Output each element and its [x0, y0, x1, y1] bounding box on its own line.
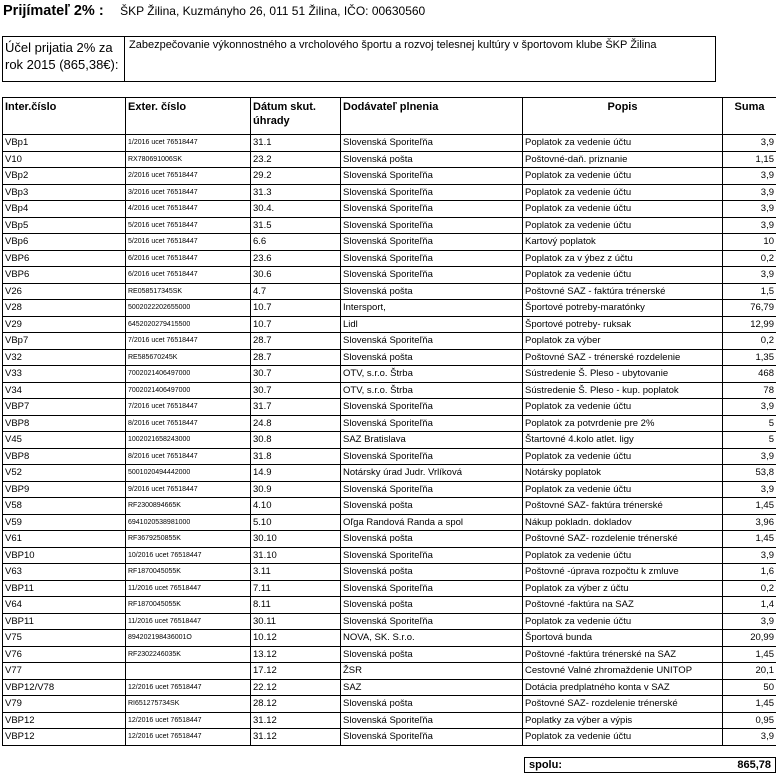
- external-number-cell: 1002021658243000: [126, 432, 251, 449]
- external-number-cell: RI651275734SK: [126, 696, 251, 713]
- payment-date-cell: 24.8: [251, 415, 341, 432]
- description-cell: Poplatok za vedenie účtu: [523, 448, 723, 465]
- internal-number-cell: V34: [3, 382, 126, 399]
- description-cell: Štartovné 4.kolo atlet. ligy: [523, 432, 723, 449]
- payment-date-cell: 28.7: [251, 333, 341, 350]
- amount-cell: 1,45: [723, 498, 776, 515]
- description-cell: Poštovné SAZ - faktúra trénerské: [523, 283, 723, 300]
- table-row: [3, 283, 776, 300]
- external-number-cell: 6452020279415500: [126, 316, 251, 333]
- external-number-cell: 8/2016 ucet 76518447: [126, 448, 251, 465]
- internal-number-cell: VBP10: [3, 547, 126, 564]
- payment-date-cell: 23.6: [251, 250, 341, 267]
- description-cell: Poplatok za vedenie účtu: [523, 729, 723, 746]
- table-row: [3, 597, 776, 614]
- table-row: [3, 481, 776, 498]
- amount-cell: 20,99: [723, 630, 776, 647]
- supplier-cell: NOVA, SK. S.r.o.: [341, 630, 523, 647]
- payment-date-cell: 3.11: [251, 564, 341, 581]
- external-number-cell: 3/2016 ucet 76518447: [126, 184, 251, 201]
- internal-number-cell: VBP9: [3, 481, 126, 498]
- amount-cell: 468: [723, 366, 776, 383]
- supplier-cell: Slovenská Sporiteľňa: [341, 712, 523, 729]
- internal-number-cell: VBP12: [3, 729, 126, 746]
- table-row: [3, 432, 776, 449]
- supplier-cell: Slovenská pošta: [341, 646, 523, 663]
- external-number-cell: 8/2016 ucet 76518447: [126, 415, 251, 432]
- payment-date-cell: 30.4.: [251, 201, 341, 218]
- supplier-cell: Slovenská Sporiteľňa: [341, 217, 523, 234]
- internal-number-cell: V28: [3, 300, 126, 317]
- table-row: [3, 399, 776, 416]
- payment-date-cell: 14.9: [251, 465, 341, 482]
- internal-number-cell: VBP12/V78: [3, 679, 126, 696]
- amount-cell: 3,9: [723, 481, 776, 498]
- supplier-cell: Slovenská Sporiteľňa: [341, 184, 523, 201]
- supplier-cell: Slovenská pošta: [341, 349, 523, 366]
- payment-date-cell: 8.11: [251, 597, 341, 614]
- payment-date-cell: 17.12: [251, 663, 341, 680]
- external-number-cell: 894202198436001O: [126, 630, 251, 647]
- internal-number-cell: V59: [3, 514, 126, 531]
- table-row: [3, 333, 776, 350]
- internal-number-cell: VBP6: [3, 267, 126, 284]
- supplier-cell: Slovenská pošta: [341, 531, 523, 548]
- internal-number-cell: V61: [3, 531, 126, 548]
- recipient-info: ŠKP Žilina, Kuzmányho 26, 011 51 Žilina, IČO: 00630560: [120, 4, 426, 18]
- amount-cell: 12,99: [723, 316, 776, 333]
- amount-cell: 1,45: [723, 646, 776, 663]
- external-number-cell: 9/2016 ucet 76518447: [126, 481, 251, 498]
- amount-cell: 1,15: [723, 151, 776, 168]
- payment-date-cell: 29.2: [251, 168, 341, 185]
- external-number-cell: RX780691006SK: [126, 151, 251, 168]
- internal-number-cell: VBp6: [3, 234, 126, 251]
- purpose-text: Zabezpečovanie výkonnostného a vrcholového športu a rozvoj telesnej kultúry v športovom klube ŠKP Žilina: [129, 39, 657, 51]
- supplier-cell: Slovenská Sporiteľňa: [341, 729, 523, 746]
- table-row: [3, 349, 776, 366]
- table-row: [3, 580, 776, 597]
- payment-date-cell: 31.10: [251, 547, 341, 564]
- table-row: [3, 498, 776, 515]
- column-header-description: Popis: [523, 98, 723, 135]
- external-number-cell: 11/2016 ucet 76518447: [126, 580, 251, 597]
- description-cell: Cestovné Valné zhromaždenie UNITOP: [523, 663, 723, 680]
- description-cell: Poplatok za vedenie účtu: [523, 267, 723, 284]
- amount-cell: 50: [723, 679, 776, 696]
- external-number-cell: 12/2016 ucet 76518447: [126, 712, 251, 729]
- payment-date-cell: 10.7: [251, 316, 341, 333]
- column-header-external-number: Exter. číslo: [126, 98, 251, 135]
- payment-date-cell: 31.5: [251, 217, 341, 234]
- column-header-supplier: Dodávateľ plnenia: [341, 98, 523, 135]
- external-number-cell: 7/2016 ucet 76518447: [126, 333, 251, 350]
- table-row: [3, 679, 776, 696]
- description-cell: Poštovné SAZ- faktúra trénerské: [523, 498, 723, 515]
- amount-cell: 3,9: [723, 399, 776, 416]
- internal-number-cell: V10: [3, 151, 126, 168]
- internal-number-cell: VBP7: [3, 399, 126, 416]
- table-row: [3, 415, 776, 432]
- payment-date-cell: 23.2: [251, 151, 341, 168]
- amount-cell: 0,2: [723, 333, 776, 350]
- supplier-cell: Slovenská pošta: [341, 283, 523, 300]
- table-row: [3, 366, 776, 383]
- internal-number-cell: VBP11: [3, 580, 126, 597]
- payment-date-cell: 5.10: [251, 514, 341, 531]
- table-row: [3, 531, 776, 548]
- external-number-cell: 1/2016 ucet 76518447: [126, 135, 251, 152]
- payment-date-cell: 28.12: [251, 696, 341, 713]
- external-number-cell: RF1870045055K: [126, 564, 251, 581]
- supplier-cell: Lidl: [341, 316, 523, 333]
- supplier-cell: OTV, s.r.o. Štrba: [341, 382, 523, 399]
- supplier-cell: Slovenská Sporiteľňa: [341, 250, 523, 267]
- supplier-cell: Slovenská pošta: [341, 151, 523, 168]
- column-header-internal-number: Inter.číslo: [3, 98, 126, 135]
- internal-number-cell: V52: [3, 465, 126, 482]
- description-cell: Nákup pokladn. dokladov: [523, 514, 723, 531]
- supplier-cell: Slovenská Sporiteľňa: [341, 613, 523, 630]
- payment-date-cell: 31.1: [251, 135, 341, 152]
- internal-number-cell: V58: [3, 498, 126, 515]
- external-number-cell: 7002021406497000: [126, 382, 251, 399]
- internal-number-cell: VBP11: [3, 613, 126, 630]
- description-cell: Kartový poplatok: [523, 234, 723, 251]
- internal-number-cell: V26: [3, 283, 126, 300]
- external-number-cell: RF3679250855K: [126, 531, 251, 548]
- table-row: [3, 217, 776, 234]
- description-cell: Poplatok za vedenie účtu: [523, 201, 723, 218]
- amount-cell: 1,35: [723, 349, 776, 366]
- table-row: [3, 465, 776, 482]
- supplier-cell: Slovenská Sporiteľňa: [341, 415, 523, 432]
- payment-date-cell: 31.7: [251, 399, 341, 416]
- description-cell: Poplatok za výber z účtu: [523, 580, 723, 597]
- description-cell: Poplatok za vedenie účtu: [523, 135, 723, 152]
- internal-number-cell: V45: [3, 432, 126, 449]
- amount-cell: 3,9: [723, 184, 776, 201]
- table-row: [3, 564, 776, 581]
- external-number-cell: RF1870045055K: [126, 597, 251, 614]
- purpose-label: Účel prijatia 2% za rok 2015 (865,38€):: [3, 37, 125, 81]
- supplier-cell: Slovenská Sporiteľňa: [341, 234, 523, 251]
- table-row: [3, 234, 776, 251]
- table-row: [3, 382, 776, 399]
- description-cell: Poštovné -úprava rozpočtu k zmluve: [523, 564, 723, 581]
- payment-date-cell: 6.6: [251, 234, 341, 251]
- payment-date-cell: 22.12: [251, 679, 341, 696]
- amount-cell: 3,9: [723, 201, 776, 218]
- external-number-cell: 6941020538981000: [126, 514, 251, 531]
- description-cell: Poplatok za vedenie účtu: [523, 547, 723, 564]
- amount-cell: 20,1: [723, 663, 776, 680]
- payment-date-cell: 30.11: [251, 613, 341, 630]
- supplier-cell: Notársky úrad Judr. Vrlíková: [341, 465, 523, 482]
- supplier-cell: Slovenská pošta: [341, 696, 523, 713]
- description-cell: Poštovné SAZ- rozdelenie trénerské: [523, 696, 723, 713]
- amount-cell: 78: [723, 382, 776, 399]
- description-cell: Poplatok za vedenie účtu: [523, 481, 723, 498]
- supplier-cell: Slovenská Sporiteľňa: [341, 448, 523, 465]
- internal-number-cell: V79: [3, 696, 126, 713]
- recipient-label: Prijímateľ 2% :: [3, 3, 104, 19]
- amount-cell: 5: [723, 432, 776, 449]
- internal-number-cell: V64: [3, 597, 126, 614]
- description-cell: Poplatok za vedenie účtu: [523, 613, 723, 630]
- supplier-cell: Slovenská Sporiteľňa: [341, 135, 523, 152]
- amount-cell: 1,45: [723, 696, 776, 713]
- description-cell: Poštovné -faktúra trénerské na SAZ: [523, 646, 723, 663]
- table-row: [3, 646, 776, 663]
- amount-cell: 3,9: [723, 168, 776, 185]
- supplier-cell: Slovenská Sporiteľňa: [341, 547, 523, 564]
- external-number-cell: 12/2016 ucet 76518447: [126, 729, 251, 746]
- description-cell: Športová bunda: [523, 630, 723, 647]
- external-number-cell: 7002021406497000: [126, 366, 251, 383]
- table-row: [3, 184, 776, 201]
- amount-cell: 3,9: [723, 448, 776, 465]
- amount-cell: 76,79: [723, 300, 776, 317]
- external-number-cell: RE585670245K: [126, 349, 251, 366]
- payment-date-cell: 30.7: [251, 382, 341, 399]
- table-row: [3, 448, 776, 465]
- supplier-cell: Oľga Randová Randa a spol: [341, 514, 523, 531]
- supplier-cell: OTV, s.r.o. Štrba: [341, 366, 523, 383]
- supplier-cell: Slovenská Sporiteľňa: [341, 580, 523, 597]
- supplier-cell: Slovenská Sporiteľňa: [341, 201, 523, 218]
- table-row: [3, 729, 776, 746]
- table-row: [3, 514, 776, 531]
- supplier-cell: Slovenská Sporiteľňa: [341, 481, 523, 498]
- description-cell: Poštovné SAZ- rozdelenie trénerské: [523, 531, 723, 548]
- table-row: [3, 151, 776, 168]
- amount-cell: 3,9: [723, 729, 776, 746]
- external-number-cell: 11/2016 ucet 76518447: [126, 613, 251, 630]
- table-row: [3, 267, 776, 284]
- external-number-cell: 5/2016 ucet 76518447: [126, 234, 251, 251]
- description-cell: Športové potreby- ruksak: [523, 316, 723, 333]
- amount-cell: 1,45: [723, 531, 776, 548]
- supplier-cell: ŽSR: [341, 663, 523, 680]
- external-number-cell: 5001020494442000: [126, 465, 251, 482]
- table-row: [3, 300, 776, 317]
- amount-cell: 5: [723, 415, 776, 432]
- internal-number-cell: VBp2: [3, 168, 126, 185]
- table-row: [3, 135, 776, 152]
- description-cell: Poplatok za výber: [523, 333, 723, 350]
- table-row: [3, 630, 776, 647]
- table-row: [3, 201, 776, 218]
- internal-number-cell: V33: [3, 366, 126, 383]
- internal-number-cell: VBp4: [3, 201, 126, 218]
- internal-number-cell: VBP8: [3, 448, 126, 465]
- purpose-box: [2, 36, 716, 82]
- table-row: [3, 168, 776, 185]
- description-cell: Sústredenie Š. Pleso - ubytovanie: [523, 366, 723, 383]
- payment-date-cell: 7.11: [251, 580, 341, 597]
- amount-cell: 3,9: [723, 217, 776, 234]
- description-cell: Poplatok za vedenie účtu: [523, 168, 723, 185]
- amount-cell: 53,8: [723, 465, 776, 482]
- table-row: [3, 613, 776, 630]
- description-cell: Poplatky za výber a výpis: [523, 712, 723, 729]
- supplier-cell: Slovenská Sporiteľňa: [341, 168, 523, 185]
- payment-date-cell: 13.12: [251, 646, 341, 663]
- amount-cell: 0,2: [723, 580, 776, 597]
- payment-date-cell: 30.10: [251, 531, 341, 548]
- external-number-cell: [126, 663, 251, 680]
- external-number-cell: 5002022202655000: [126, 300, 251, 317]
- internal-number-cell: VBp1: [3, 135, 126, 152]
- external-number-cell: 10/2016 ucet 76518447: [126, 547, 251, 564]
- payment-date-cell: 31.12: [251, 729, 341, 746]
- payment-date-cell: 30.7: [251, 366, 341, 383]
- internal-number-cell: VBP6: [3, 250, 126, 267]
- payment-date-cell: 30.8: [251, 432, 341, 449]
- amount-cell: 10: [723, 234, 776, 251]
- external-number-cell: 12/2016 ucet 76518447: [126, 679, 251, 696]
- payment-date-cell: 31.12: [251, 712, 341, 729]
- payment-date-cell: 31.8: [251, 448, 341, 465]
- payment-date-cell: 30.9: [251, 481, 341, 498]
- payment-date-cell: 4.7: [251, 283, 341, 300]
- external-number-cell: 5/2016 ucet 76518447: [126, 217, 251, 234]
- payment-date-cell: 10.7: [251, 300, 341, 317]
- description-cell: Poplatok za potvrdenie pre 2%: [523, 415, 723, 432]
- description-cell: Poplatok za vedenie účtu: [523, 184, 723, 201]
- external-number-cell: 6/2016 ucet 76518447: [126, 267, 251, 284]
- payment-date-cell: 31.3: [251, 184, 341, 201]
- amount-cell: 0,95: [723, 712, 776, 729]
- table-row: [3, 547, 776, 564]
- description-cell: Sústredenie Š. Pleso - kup. poplatok: [523, 382, 723, 399]
- external-number-cell: RE058517345SK: [126, 283, 251, 300]
- description-cell: Poštovné-daň. priznanie: [523, 151, 723, 168]
- total-value: 865,78: [737, 759, 771, 771]
- description-cell: Poplatok za vedenie účtu: [523, 217, 723, 234]
- description-cell: Poštovné SAZ - trénerské rozdelenie: [523, 349, 723, 366]
- amount-cell: 0,2: [723, 250, 776, 267]
- table-row: [3, 316, 776, 333]
- amount-cell: 3,9: [723, 267, 776, 284]
- external-number-cell: 6/2016 ucet 76518447: [126, 250, 251, 267]
- column-header-payment-date: Dátum skut. úhrady: [251, 98, 341, 135]
- description-cell: Dotácia predplatného konta v SAZ: [523, 679, 723, 696]
- column-header-amount: Suma: [723, 98, 776, 135]
- internal-number-cell: VBp3: [3, 184, 126, 201]
- external-number-cell: 7/2016 ucet 76518447: [126, 399, 251, 416]
- external-number-cell: RF2300894665K: [126, 498, 251, 515]
- table-row: [3, 712, 776, 729]
- payment-date-cell: 30.6: [251, 267, 341, 284]
- internal-number-cell: VBP8: [3, 415, 126, 432]
- supplier-cell: Slovenská pošta: [341, 564, 523, 581]
- description-cell: Poplatok za vedenie účtu: [523, 399, 723, 416]
- internal-number-cell: VBp7: [3, 333, 126, 350]
- expenses-table: [2, 97, 776, 746]
- internal-number-cell: VBP12: [3, 712, 126, 729]
- supplier-cell: Slovenská Sporiteľňa: [341, 333, 523, 350]
- amount-cell: 1,4: [723, 597, 776, 614]
- table-header-row: [3, 98, 776, 135]
- table-row: [3, 250, 776, 267]
- supplier-cell: Slovenská Sporiteľňa: [341, 267, 523, 284]
- internal-number-cell: V29: [3, 316, 126, 333]
- supplier-cell: Slovenská pošta: [341, 498, 523, 515]
- payment-date-cell: 28.7: [251, 349, 341, 366]
- payment-date-cell: 4.10: [251, 498, 341, 515]
- description-cell: Poštovné -faktúra na SAZ: [523, 597, 723, 614]
- internal-number-cell: V63: [3, 564, 126, 581]
- amount-cell: 3,9: [723, 613, 776, 630]
- total-row: [524, 757, 776, 773]
- internal-number-cell: VBp5: [3, 217, 126, 234]
- amount-cell: 3,9: [723, 547, 776, 564]
- description-cell: Notársky poplatok: [523, 465, 723, 482]
- supplier-cell: Slovenská pošta: [341, 597, 523, 614]
- amount-cell: 1,6: [723, 564, 776, 581]
- amount-cell: 3,96: [723, 514, 776, 531]
- supplier-cell: SAZ: [341, 679, 523, 696]
- external-number-cell: RF2302246035K: [126, 646, 251, 663]
- supplier-cell: Intersport,: [341, 300, 523, 317]
- internal-number-cell: V77: [3, 663, 126, 680]
- document-header: [3, 2, 425, 20]
- table-row: [3, 663, 776, 680]
- description-cell: Športové potreby-maratónky: [523, 300, 723, 317]
- external-number-cell: 4/2016 ucet 76518447: [126, 201, 251, 218]
- amount-cell: 3,9: [723, 135, 776, 152]
- table-row: [3, 696, 776, 713]
- supplier-cell: Slovenská Sporiteľňa: [341, 399, 523, 416]
- amount-cell: 1,5: [723, 283, 776, 300]
- supplier-cell: SAZ Bratislava: [341, 432, 523, 449]
- internal-number-cell: V76: [3, 646, 126, 663]
- internal-number-cell: V32: [3, 349, 126, 366]
- total-label: spolu:: [529, 759, 562, 771]
- external-number-cell: 2/2016 ucet 76518447: [126, 168, 251, 185]
- internal-number-cell: V75: [3, 630, 126, 647]
- description-cell: Poplatok za v ýbez z účtu: [523, 250, 723, 267]
- payment-date-cell: 10.12: [251, 630, 341, 647]
